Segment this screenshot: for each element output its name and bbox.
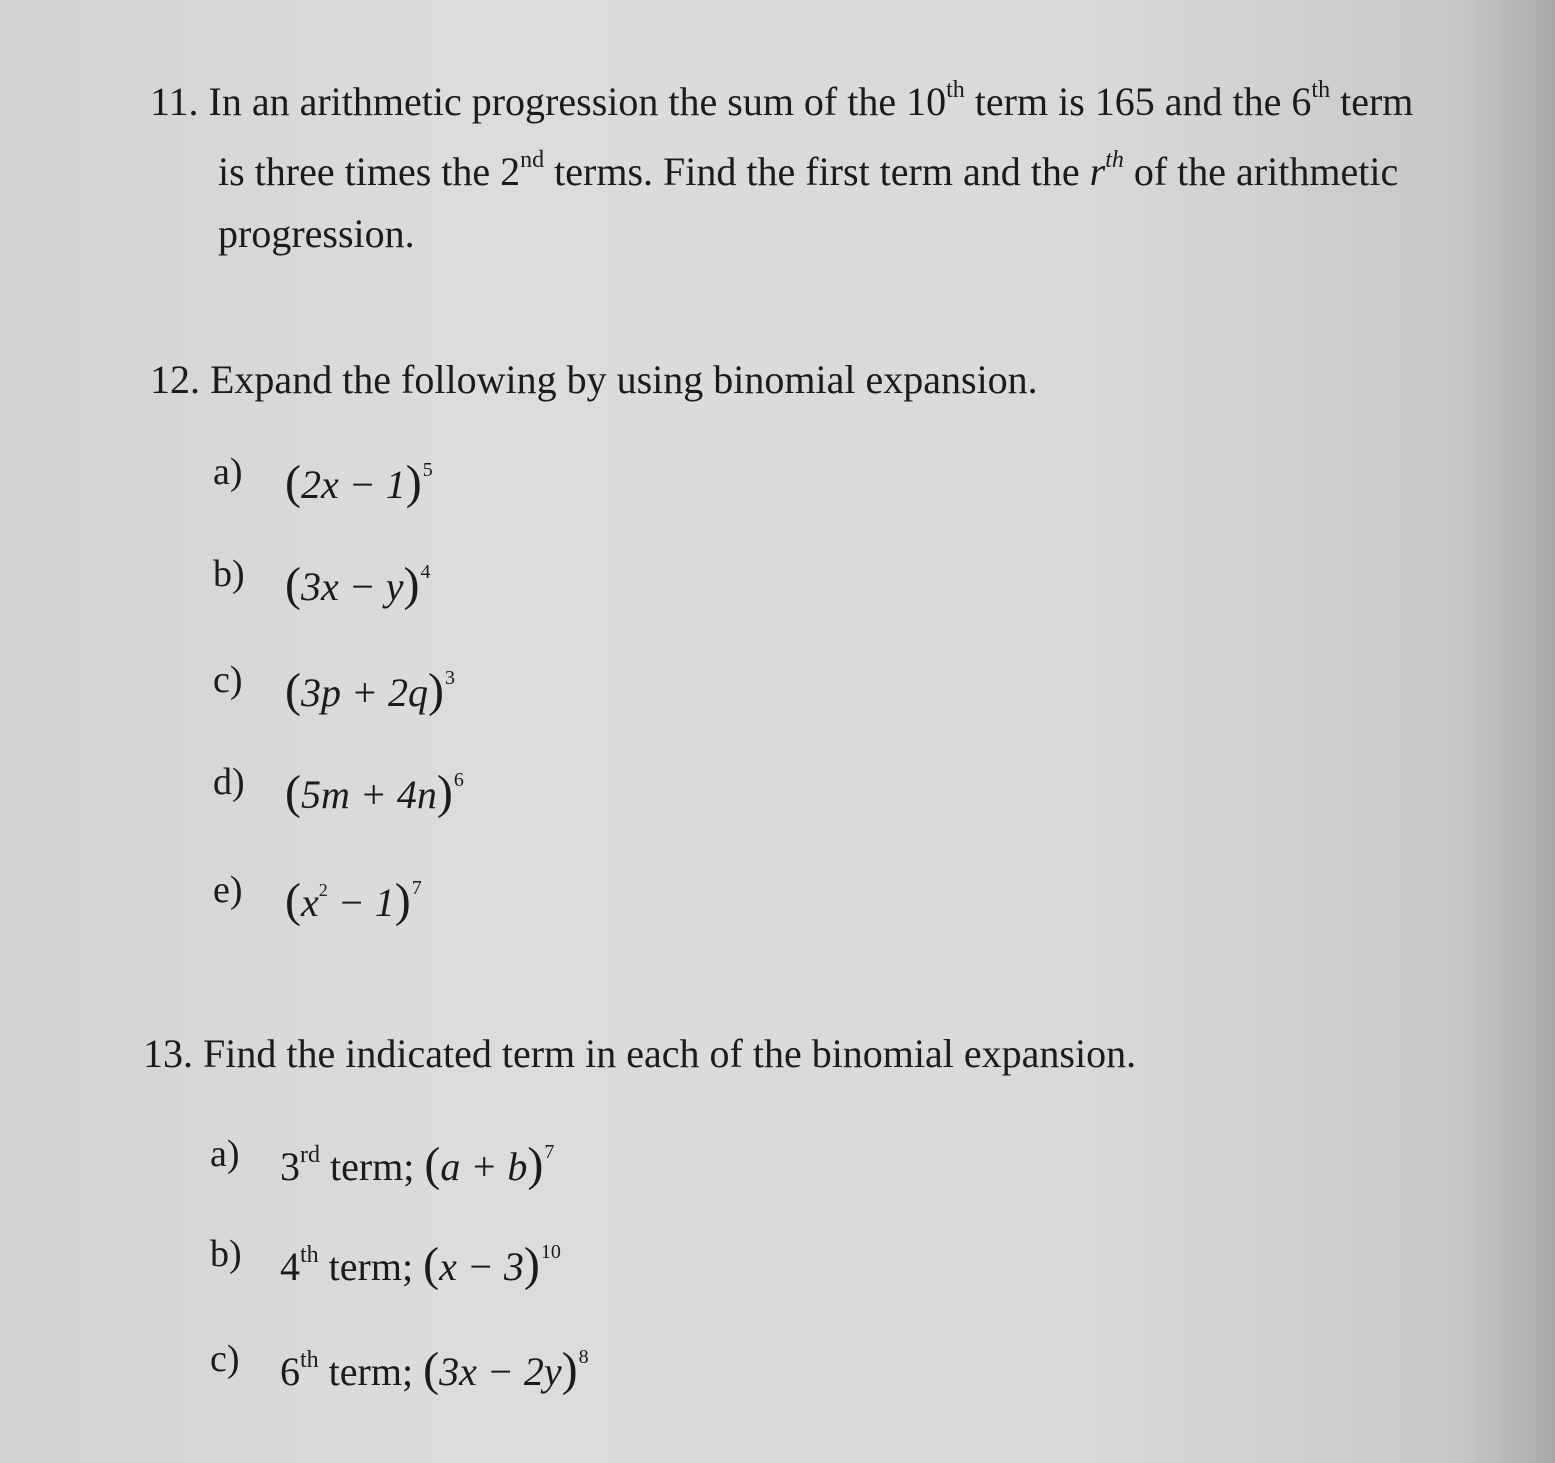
q11-text-1a: In an arithmetic progression the sum of the: [208, 79, 907, 124]
ordinal-base: 4: [280, 1244, 300, 1289]
close-paren: ): [527, 1138, 544, 1191]
exponent: 7: [411, 877, 422, 899]
q11-text-1c: term: [1330, 79, 1414, 124]
q11-r-sup: th: [1105, 147, 1124, 173]
q11-line-3: [218, 210, 415, 258]
q13-item-expression: [280, 1333, 589, 1396]
expr-body: 3x − 2y: [439, 1349, 562, 1394]
q12-number: 12.: [150, 357, 200, 402]
exponent: 4: [420, 561, 431, 583]
q11-tenth-base: 10: [906, 79, 947, 124]
q13-heading-line: [143, 1030, 1136, 1078]
exponent: 3: [444, 667, 455, 689]
q12-heading: Expand the following by using binomial expansion.: [210, 357, 1038, 402]
q13-item-label: b): [210, 1233, 242, 1275]
close-paren: ): [561, 1343, 578, 1396]
q12-item-label: a): [213, 451, 243, 493]
exponent: 7: [544, 1141, 555, 1163]
open-paren: (: [423, 1238, 440, 1291]
open-paren: (: [423, 1343, 440, 1396]
expr-body: 3x − y: [300, 564, 404, 609]
close-paren: ): [436, 766, 453, 819]
exponent: 6: [453, 769, 464, 791]
expr-rest: − 1: [327, 880, 395, 925]
open-paren: (: [424, 1138, 441, 1191]
ordinal-sup: rd: [300, 1142, 320, 1168]
term-text: term;: [318, 1349, 414, 1394]
q12-item-label: e): [213, 869, 243, 911]
ordinal-sup: th: [300, 1242, 319, 1268]
q12-item-label: c): [213, 659, 243, 701]
open-paren: (: [285, 664, 301, 717]
q12-item-label: b): [213, 553, 245, 595]
q12-item-label: d): [213, 761, 245, 803]
q13-number: 13.: [143, 1031, 193, 1076]
q12-item-expression: [285, 446, 433, 509]
q12-item-expression: [285, 654, 455, 717]
q12-heading-line: [150, 356, 1038, 404]
q11-text-2b: terms. Find the first term and the: [544, 149, 1090, 194]
close-paren: ): [523, 1238, 540, 1291]
expr-body: x − 3: [439, 1244, 524, 1289]
q13-heading: Find the indicated term in each of the binomial expansion.: [203, 1031, 1137, 1076]
q13-item-label: c): [210, 1338, 240, 1380]
exponent: 5: [422, 459, 433, 481]
q11-line-2: [218, 136, 1398, 196]
q11-r-base: r: [1089, 149, 1106, 194]
close-paren: ): [403, 558, 420, 611]
open-paren: (: [285, 766, 301, 819]
term-text: term;: [320, 1144, 415, 1189]
expr-body: 5m + 4n: [300, 772, 437, 817]
q11-text-1b: term is 165 and the: [964, 79, 1292, 124]
q13-item-label: a): [210, 1133, 240, 1175]
q11-text-3: progression.: [218, 211, 415, 256]
q11-line-1: [150, 66, 1413, 126]
q13-item-expression: [280, 1228, 561, 1291]
close-paren: ): [394, 874, 411, 927]
ordinal-sup: th: [300, 1347, 319, 1373]
q11-text-2c: of the arithmetic: [1123, 149, 1399, 194]
open-paren: (: [285, 558, 301, 611]
open-paren: (: [285, 874, 301, 927]
expr-inner-exponent: 2: [318, 880, 328, 900]
q11-second-base: 2: [500, 149, 521, 194]
open-paren: (: [285, 456, 301, 509]
close-paren: ): [427, 664, 444, 717]
q11-text-2a: is three times the: [218, 149, 501, 194]
ordinal-base: 3: [280, 1144, 300, 1189]
q11-number: 11.: [150, 79, 199, 124]
q11-sixth-sup: th: [1311, 77, 1331, 103]
ordinal-base: 6: [280, 1349, 300, 1394]
q11-sixth-base: 6: [1291, 79, 1312, 124]
exponent: 10: [540, 1241, 561, 1263]
expr-base: x: [300, 880, 319, 925]
q12-item-expression: [285, 756, 464, 819]
q12-item-expression: [285, 864, 422, 927]
close-paren: ): [405, 456, 422, 509]
q11-tenth-sup: th: [946, 77, 965, 103]
q13-item-expression: [280, 1128, 554, 1191]
expr-body: 2x − 1: [300, 462, 406, 507]
q12-item-expression: [285, 548, 430, 611]
expr-body: 3p + 2q: [300, 670, 428, 715]
expr-body: a + b: [440, 1144, 528, 1189]
exponent: 8: [578, 1346, 589, 1368]
q11-second-sup: nd: [520, 147, 545, 173]
term-text: term;: [318, 1244, 414, 1289]
